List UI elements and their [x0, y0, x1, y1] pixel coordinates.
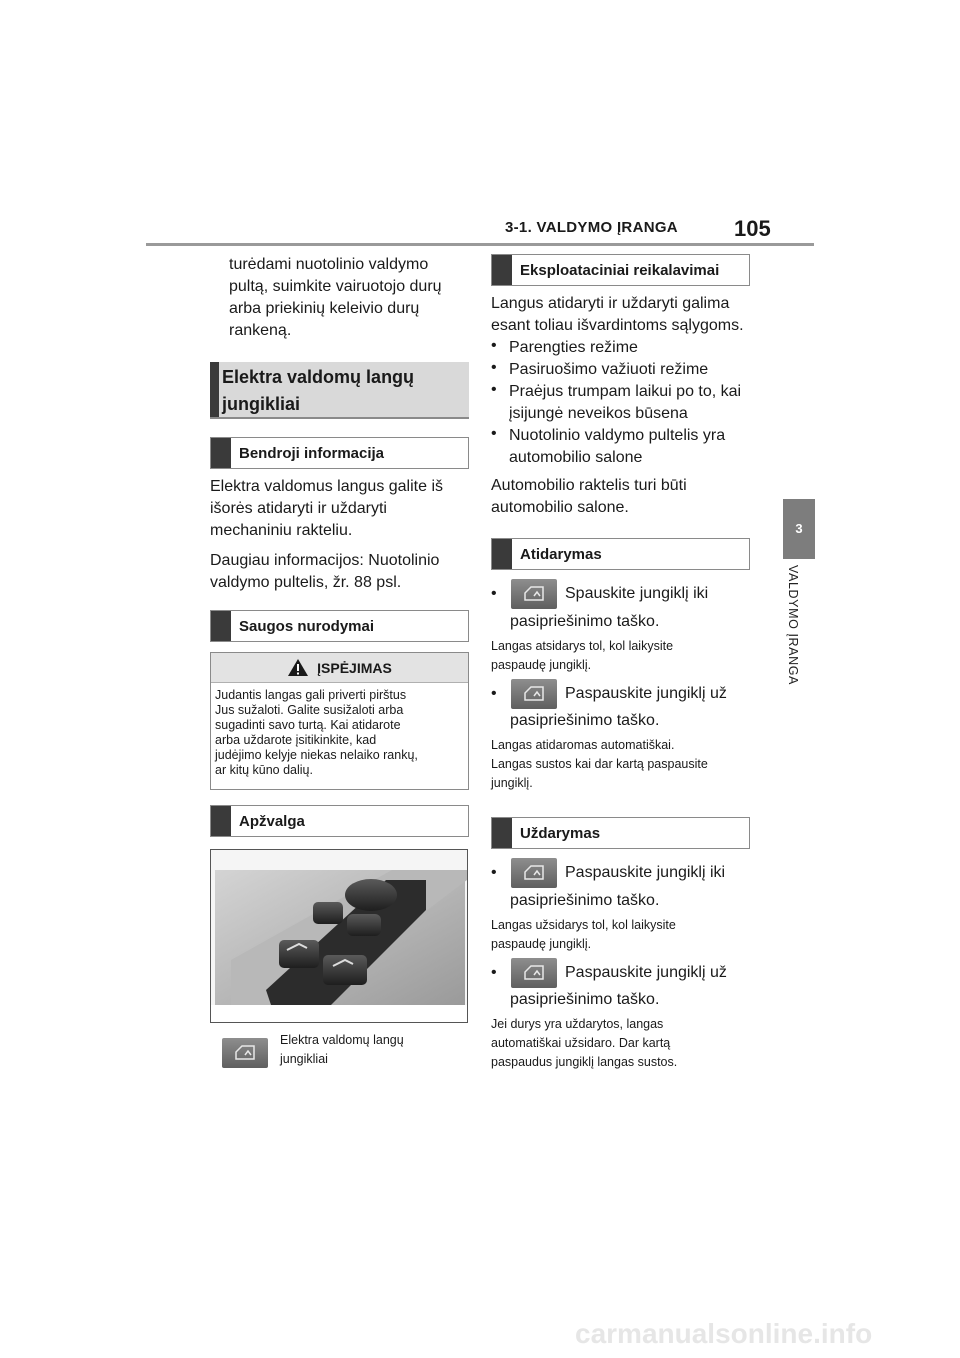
heading-marker [210, 362, 219, 417]
step-text: Paspauskite jungiklį iki [565, 864, 726, 881]
heading-marker [211, 611, 231, 641]
safety-heading [210, 610, 469, 642]
list-item-line: Praėjus trumpam laikui po to, kai [509, 383, 742, 400]
list-item-line: Nuotolinio valdymo pultelis yra [509, 427, 726, 444]
window-switch-icon [235, 1045, 255, 1061]
note-line: automatiškai užsidaro. Dar kartą [491, 1036, 671, 1050]
window-switch-button [511, 958, 557, 988]
warning-title: ĮSPĖJIMAS [317, 659, 392, 676]
window-switch-icon [524, 586, 544, 602]
general-info-heading [210, 437, 469, 469]
body-line: esant toliau išvardintoms sąlygoms. [491, 317, 744, 334]
step-text: Paspauskite jungiklį už [565, 685, 727, 702]
requirements-heading [491, 254, 750, 286]
safety-label: Saugos nurodymai [239, 617, 375, 635]
window-switch-button [511, 579, 557, 609]
note-line: paspaudus jungiklį langas sustos. [491, 1055, 678, 1069]
warning-box [210, 652, 469, 790]
requirements-text [491, 293, 761, 519]
open-step-2: • Paspauskite jungiklį už [491, 679, 727, 709]
heading-marker [211, 438, 231, 468]
close-step-1: • Paspauskite jungiklį iki [491, 858, 725, 888]
step-text-cont: pasipriešinimo taško. [510, 892, 660, 909]
open-step-1: • Spauskite jungiklį iki [491, 579, 708, 609]
closing-label: Uždarymas [520, 824, 601, 842]
page-number: 105 [734, 216, 771, 241]
requirements-list [491, 337, 761, 469]
body-line: Langus atidaryti ir uždaryti galima [491, 295, 730, 312]
window-switches-illustration [211, 850, 467, 1022]
heading-marker [492, 818, 512, 848]
heading-marker [492, 255, 512, 285]
step-note [491, 916, 676, 954]
note-line: jungiklį. [491, 776, 533, 790]
window-switch-button [511, 858, 557, 888]
note-line: Langas atidaromas automatiškai. [491, 738, 675, 752]
body-line: valdymo pultelis, žr. 88 psl. [210, 574, 402, 591]
step-text-cont: pasipriešinimo taško. [510, 613, 660, 630]
intro-line: turėdami nuotolinio valdymo [229, 256, 429, 273]
window-switch-icon [524, 865, 544, 881]
warning-line: Jus sužaloti. Galite susižaloti arba [215, 703, 404, 717]
note-line: paspaudę jungiklį. [491, 937, 592, 951]
list-item: • Praėjus trumpam laikui po to, kai įsijungė neveikos būsena [491, 381, 761, 425]
closing-heading [491, 817, 750, 849]
heading-marker [211, 806, 231, 836]
note-line: Langas sustos kai dar kartą paspausite [491, 757, 708, 771]
heading-marker [492, 539, 512, 569]
window-switch-icon [524, 686, 544, 702]
chapter-label: VALDYMO ĮRANGA [786, 565, 800, 685]
header-rule [146, 243, 814, 246]
note-line: Jei durys yra uždarytos, langas [491, 1017, 664, 1031]
step-note [491, 736, 708, 793]
warning-line: Judantis langas gali priverti pirštus [215, 688, 407, 702]
chapter-tab [783, 499, 815, 559]
caption-icon [222, 1038, 268, 1068]
intro-text [229, 254, 469, 342]
overview-heading [210, 805, 469, 837]
opening-heading [491, 538, 750, 570]
body-line: mechaniniu rakteliu. [210, 522, 353, 539]
body-line: Daugiau informacijos: Nuotolinio [210, 552, 440, 569]
general-info-label: Bendroji informacija [239, 444, 385, 462]
note-line: Langas užsidarys tol, kol laikysite [491, 918, 676, 932]
note-line: paspaudę jungiklį. [491, 658, 592, 672]
warning-line: ar kitų kūno dalių. [215, 763, 313, 777]
list-item: • Nuotolinio valdymo pultelis yra automobilio salone [491, 425, 761, 469]
body-line: Automobilio raktelis turi būti [491, 477, 687, 494]
body-line: išorės atidaryti ir uždaryti [210, 500, 387, 517]
section-heading-line: jungikliai [222, 394, 301, 414]
step-text-cont: pasipriešinimo taško. [510, 991, 660, 1008]
warning-header [211, 653, 468, 683]
body-line: Elektra valdomus langus galite iš [210, 478, 444, 495]
section-heading-line: Elektra valdomų langų [222, 367, 415, 387]
step-note [491, 637, 673, 675]
window-switch-photo [210, 849, 468, 1023]
intro-line: rankeną. [229, 322, 292, 339]
section-heading [210, 362, 469, 419]
intro-line: arba priekinių keleivio durų [229, 300, 420, 317]
watermark: carmanualsonline.info [575, 1318, 873, 1349]
list-item-line: automobilio salone [509, 449, 643, 466]
step-text: Spauskite jungiklį iki [565, 585, 709, 602]
warning-line: sugadinti savo turtą. Kai atidarote [215, 718, 401, 732]
step-note [491, 1015, 677, 1072]
body-line: automobilio salone. [491, 499, 629, 516]
list-item-line: Pasiruošimo važiuoti režime [509, 361, 709, 378]
requirements-label: Eksploataciniai reikalavimai [520, 261, 720, 279]
window-switch-icon [524, 965, 544, 981]
list-item-line: įsijungė neveikos būsena [509, 405, 688, 422]
intro-line: pultą, suimkite vairuotojo durų [229, 278, 442, 295]
close-step-2: • Paspauskite jungiklį už [491, 958, 727, 988]
overview-label: Apžvalga [239, 812, 305, 830]
list-item-line: Parengties režime [509, 339, 638, 356]
general-info-text [210, 476, 470, 594]
section-title: 3-1. VALDYMO ĮRANGA [505, 219, 678, 236]
step-text: Paspauskite jungiklį už [565, 964, 727, 981]
warning-line: judėjimo kelyje niekas nelaiko rankų, [215, 748, 418, 762]
step-text-cont: pasipriešinimo taško. [510, 712, 660, 729]
list-item: • Parengties režime [491, 337, 761, 359]
caption-line: jungikliai [280, 1052, 328, 1066]
opening-label: Atidarymas [520, 545, 602, 563]
window-switch-button [511, 679, 557, 709]
warning-triangle-icon [287, 658, 309, 677]
photo-caption [280, 1031, 404, 1069]
list-item: • Pasiruošimo važiuoti režime [491, 359, 761, 381]
chapter-number: 3 [795, 521, 803, 536]
caption-line: Elektra valdomų langų [280, 1033, 404, 1047]
note-line: Langas atsidarys tol, kol laikysite [491, 639, 674, 653]
warning-line: arba uždarote įsitikinkite, kad [215, 733, 377, 747]
